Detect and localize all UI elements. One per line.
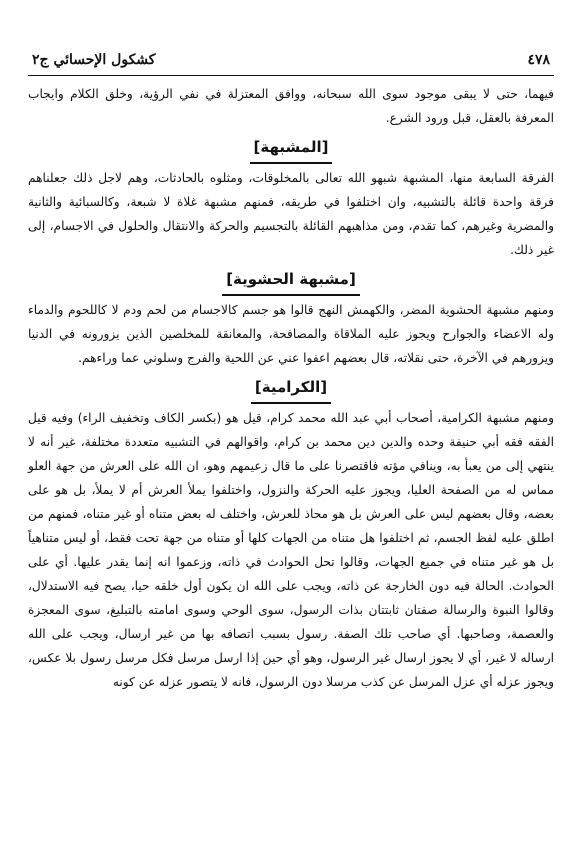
- heading-text: الكرامية: [261, 378, 321, 396]
- document-page: [28, 52, 554, 694]
- running-header: [28, 52, 554, 72]
- paragraph-karramiyya: ومنهم مشبهة الكرامية، أصحاب أبي عبد الله محمد كرام، قيل هو (بكسر الكاف وتخفيف الراء) وفيه قيل الفقه فقه أبي حنيفة وحده والدين دين محمد بن كرام، واقوالهم في التشبيه متعددة مختلفة، غير أنه لا ينتهي إلى من يعبأ به، وينافي مؤته فاقتصرنا على ما قال زعيمهم وهو، ان الله على العرش من جهة العلو مماس له من الصفحة العليا، ويجوز عليه الحركة والنزول، واختلفوا يملأ العرش أم لا يملأ، بل هو على بعضه، وقال بعضهم ليس على العرش بل هو محاذ للعرش، واختلف له بعض متناه أو غير متناه، فمنهم من اطلق عليه لفظ الجسم، ثم اختلفوا هل متناه من الجهات كلها أو متناه من جهة تحت فقط، أو ليس متناهياً بل هو غير متناه في جميع الجهات، وقالوا تحل الحوادث في ذاته، وزعموا انه إنما يقدر عليها. أي على الحوادث. الحالة فيه دون الخارجة عن ذاته، ويجب على الله ان يكون أول خلقه حيا، يصح فيه الاستدلال، وقالوا النبوة والرسالة صفتان ثابتتان بذات الرسول، سوى الوحي وسوى امامته بالتبليغ، سوى المعجزة والعصمة، وصاحبها. أي صاحب تلك الصفة. رسول بسبب اتصافه بها من غير ارسال، ويجب على الله ارساله لا غير، أي لا يجوز ارسال غير الرسول، وهو أي حين إذا ارسل مرسل فكل مرسل رسول بلا عكس، ويجوز عزله أي عزل المرسل عن كذب مرسلا دون الرسول، فانه لا يتصور عزله عن كونه: [28, 411, 554, 689]
- heading-box: [مشبهة الحشوية]: [222, 266, 360, 296]
- header-divider: [28, 75, 554, 76]
- section-heading-mushabbiha: [28, 134, 554, 164]
- section-heading-hashwiyya: [28, 266, 554, 296]
- paragraph-intro: فيهما، حتى لا يبقى موجود سوى الله سبحانه، ووافق المعتزلة في نفي الرؤية، وخلق الكلام وايجاب المعرفة بالعقل، قبل ورود الشرع.: [28, 87, 554, 125]
- book-title: كشكول الإحسائي ج٢: [32, 52, 156, 68]
- heading-box: [المشبهة]: [250, 134, 333, 164]
- heading-text: المشبهة: [260, 138, 322, 156]
- paragraph-hashwiyya: ومنهم مشبهة الحشوية المضر، والكهمش النهج قالوا هو جسم كالاجسام من لحم ودم لا كاللحوم والدماء وله الاعضاء والجوارح ويجوز عليه الملاقاة والمصافحة، والمعانقة للمخلصين الذين يزورونه في الدنيا ويزورهم في الآخرة، حتى نقلاته، قال بعضهم اعفوا عني عن اللحية والفرج وسلوني عما وراءهم.: [28, 303, 554, 365]
- page-number: ٤٧٨: [527, 52, 550, 68]
- paragraph-mushabbiha: الفرقة السابعة منها، المشبهة شبهو الله تعالى بالمخلوقات، ومثلوه بالحادثات، وهم لاجل ذلك جعلناهم فرقة واحدة قائلة بالتشبيه، وان اختلفوا في طريقه، فمنهم مشبهة غلاة لا شبعة، وكالسبائية والثانية والمضرية وغيرهم، كما تقدم، ومن مذاهبهم القائلة بالتجسيم والحركة والانتقال والحلول في الاجسام، إلى غير ذلك.: [28, 171, 554, 257]
- section-heading-karramiyya: [28, 374, 554, 404]
- heading-box: [الكرامية]: [251, 374, 331, 404]
- heading-text: مشبهة الحشوية: [233, 270, 349, 288]
